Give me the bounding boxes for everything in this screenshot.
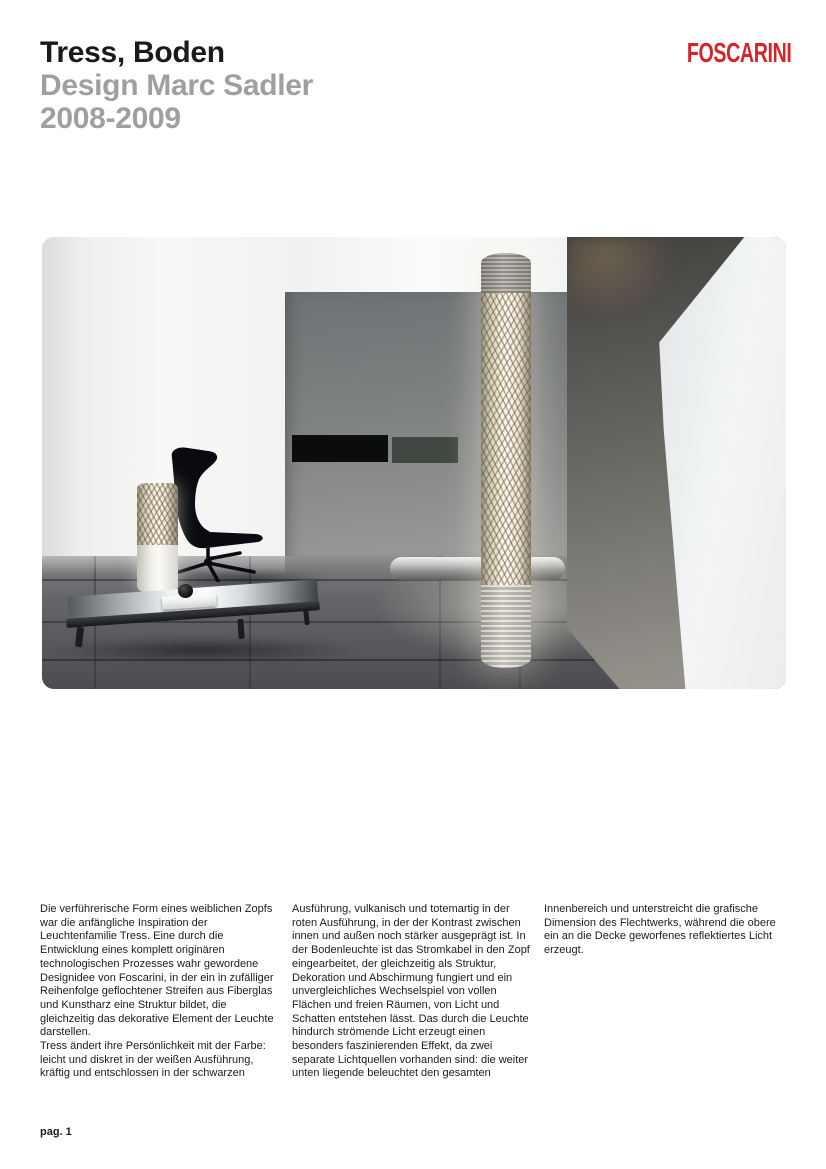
tress-table-lamp	[137, 483, 178, 592]
foscarini-logo: FOSCARINI	[686, 37, 791, 68]
page-number: pag. 1	[40, 1126, 72, 1138]
paragraph: Ausführung, vulkanisch und totemartig in der roten Ausführung, in der der Kontrast zwischen innen und außen noch stärker ausgeprägt ist. In der Bodenleuchte ist das Stromkabel in den Zopf eingearbeitet, der gleichzeitig als Struktur, Dekoration und Abschirmung fungiert und ein unvergleichliches Wechselspiel von vollen Flächen und freien Räumen, von Licht und Schatten entstehen lässt. Das durch die Leuchte hindurch strömende Licht erzeugt einen besonders faszinierenden Effekt, da zwei separate Lichtquellen vorhanden sind: die weiter unten liegende beleuchtet den gesamten	[292, 903, 530, 1080]
paragraph: Innenbereich und unterstreicht die grafische Dimension des Flechtwerks, während die obere ein an die Decke geworfenes reflektiertes Licht erzeugt.	[544, 903, 776, 957]
photo-sphere	[178, 584, 193, 598]
floor-lamp-braid	[481, 293, 531, 585]
photo-metal-pipe	[390, 557, 565, 580]
text-column-3	[544, 903, 786, 958]
floor-lamp-base	[481, 585, 531, 668]
photo-wall-niche-green	[392, 437, 458, 463]
tress-floor-lamp	[481, 253, 531, 668]
text-column-2	[292, 903, 533, 1081]
header	[40, 36, 313, 135]
paragraph: Die verführerische Form eines weiblichen Zopfs war die anfängliche Inspiration der Leuchtenfamilie Tress. Eine durch die Entwicklung eines komplett originären technologischen Prozesses wahr gewordene Designidee von Foscarini, in der ein in zufälliger Reihenfolge geflochtener Streifen aus Fiberglas und Kunstharz eine Struktur bildet, die gleichzeitig das dekorative Element der Leuchte darstellen.	[40, 903, 274, 1039]
coffee-table-shadow	[52, 637, 352, 663]
floor-lamp-top	[481, 253, 531, 293]
photo-wall-niche-black	[292, 435, 388, 462]
photo-right-wall	[567, 237, 786, 689]
years-line: 2008-2009	[40, 102, 181, 135]
table-lamp-base	[137, 545, 178, 592]
product-photo	[42, 237, 786, 689]
page-title: Tress, Boden	[40, 36, 225, 69]
paragraph: Tress ändert ihre Persönlichkeit mit der Farbe: leicht und diskret in der weißen Ausführung, kräftig und entschlossen in der schwarzen	[40, 1040, 266, 1080]
designer-line: Design Marc Sadler	[40, 69, 314, 102]
text-column-1	[40, 903, 276, 1081]
table-lamp-braid	[137, 483, 178, 545]
photo-warm-highlight	[567, 237, 677, 317]
